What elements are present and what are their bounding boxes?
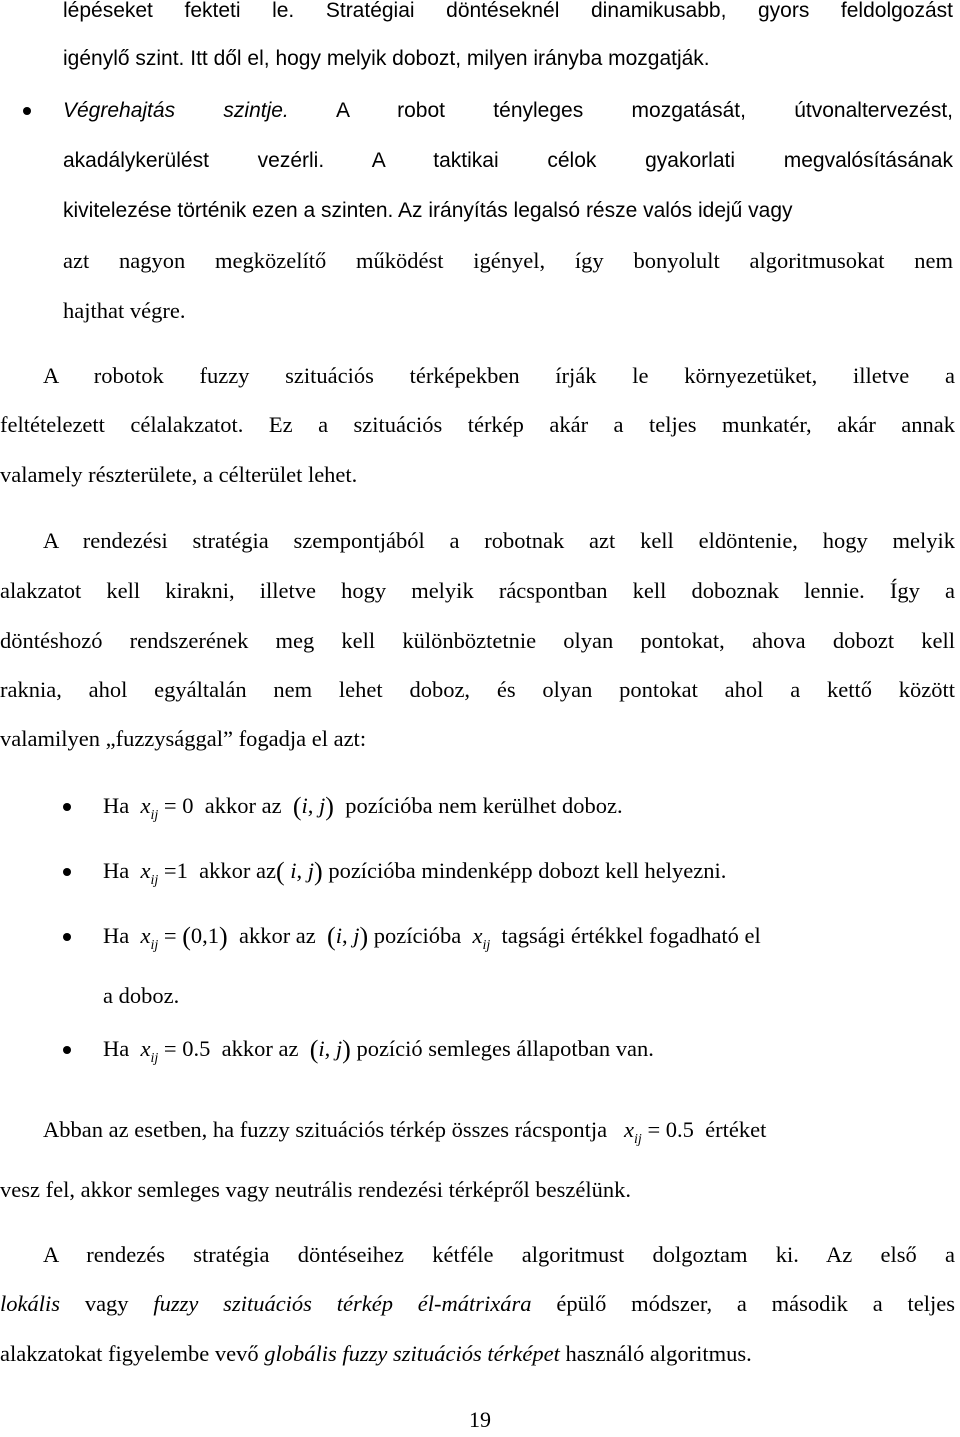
math-paren: ) bbox=[325, 792, 334, 821]
text-span: pozíció semleges állapotban van. bbox=[356, 1036, 654, 1061]
text-line: vesz fel, akkor semleges vagy neutrális rendezési térképről beszélünk. bbox=[0, 1177, 631, 1202]
math-paren: ) bbox=[314, 857, 323, 886]
text-span: A robot tényleges mozgatását, útvonaltervezést, bbox=[335, 99, 953, 122]
math-value: 1 bbox=[176, 858, 188, 883]
text-line: alakzatot kell kirakni, illetve hogy melyik rácspontban kell doboznak lennie. Így a bbox=[0, 578, 955, 603]
text-span: pozícióba nem kerülhet doboz. bbox=[345, 793, 623, 818]
bullet-icon bbox=[23, 107, 31, 115]
text-span: Ha bbox=[103, 1036, 130, 1061]
text-line: A robotok fuzzy szituációs térképekben írják le környezetüket, illetve a bbox=[43, 363, 955, 388]
text-line: azt nagyon megközelítő működést igényel, így bonyolult algoritmusokat nem bbox=[63, 248, 953, 273]
math-op: = bbox=[163, 793, 177, 818]
math-op: = bbox=[163, 858, 177, 883]
math-value: 0.5 bbox=[182, 1036, 211, 1061]
text-span: kivitelezése történik ezen a szinten. Az irányítás legalsó része valós idejű vagy bbox=[63, 199, 793, 222]
text-line: igénylő szint. Itt dől el, hogy melyik dobozt, milyen irányba mozgatják. bbox=[63, 47, 710, 70]
math-var: x bbox=[624, 1117, 635, 1142]
math-op: = bbox=[163, 923, 177, 948]
math-value: 0.5 bbox=[665, 1117, 694, 1142]
math-var: x bbox=[140, 858, 151, 883]
math-paren: ) bbox=[219, 922, 228, 951]
text-line: valamilyen „fuzzysággal” fogadja el azt: bbox=[0, 726, 367, 751]
math-op: , bbox=[324, 1036, 331, 1061]
execution-level-title: Végrehajtás szintje. bbox=[63, 99, 289, 122]
math-op: = bbox=[163, 1036, 177, 1061]
math-var: i bbox=[318, 1036, 325, 1061]
math-sub: ij bbox=[482, 938, 491, 953]
math-var: j bbox=[319, 793, 326, 818]
page-number: 19 bbox=[469, 1407, 491, 1432]
text-span: használó algoritmus. bbox=[565, 1341, 752, 1366]
math-sub: ij bbox=[150, 808, 159, 823]
text-line bbox=[63, 96, 953, 126]
math-op: , bbox=[341, 923, 348, 948]
math-op: , bbox=[307, 793, 314, 818]
math-var: j bbox=[307, 858, 315, 883]
math-paren: ( bbox=[292, 792, 302, 821]
text-line: A rendezési stratégia szempontjából a robotnak azt kell eldöntenie, hogy melyik bbox=[43, 528, 955, 553]
math-var: x bbox=[140, 923, 151, 948]
rule-line bbox=[103, 921, 953, 951]
text-span: akkor az bbox=[204, 793, 282, 818]
text-line: döntéshozó rendszerének meg kell különböztetnie olyan pontokat, ahova dobozt kell bbox=[0, 628, 955, 653]
math-var: j bbox=[353, 923, 360, 948]
math-sub: ij bbox=[150, 1051, 159, 1066]
math-paren: ( bbox=[275, 857, 285, 886]
text-span: pozícióba mindenképp dobozt kell helyezni. bbox=[328, 858, 727, 883]
math-var: i bbox=[335, 923, 342, 948]
text-span: pozícióba bbox=[373, 923, 462, 948]
text-line bbox=[0, 1289, 955, 1319]
text-line: akadálykerülést vezérli. A taktikai célok gyakorlati megvalósításának bbox=[63, 149, 953, 172]
italic-term: globális fuzzy szituációs térképet bbox=[264, 1341, 560, 1366]
text-span: tagsági értékkel fogadható el bbox=[501, 923, 761, 948]
math-sub: ij bbox=[634, 1132, 642, 1147]
math-sub: ij bbox=[150, 938, 159, 953]
text-span: Ha bbox=[103, 793, 130, 818]
math-var: x bbox=[140, 1036, 151, 1061]
math-var: x bbox=[140, 793, 151, 818]
text-span: akkor az bbox=[199, 858, 276, 883]
math-paren: ( bbox=[327, 922, 336, 951]
text-line: hajthat végre. bbox=[63, 298, 186, 323]
text-line: a doboz. bbox=[103, 983, 180, 1008]
text-span: értéket bbox=[705, 1117, 767, 1142]
text-span: Ha bbox=[103, 858, 130, 883]
text-line: A rendezés stratégia döntéseihez kétféle algoritmust dolgoztam ki. Az első a bbox=[43, 1242, 955, 1267]
text-line: lépéseket fekteti le. Stratégiai döntéseknél dinamikusabb, gyors feldolgozást bbox=[63, 0, 953, 22]
text-span: Ha bbox=[103, 923, 130, 948]
italic-term: fuzzy szituációs térkép él-mátrixára bbox=[153, 1291, 532, 1316]
math-value: 0 bbox=[182, 793, 194, 818]
bullet-icon bbox=[63, 933, 71, 941]
text-span: vagy bbox=[84, 1291, 129, 1316]
math-paren: ) bbox=[342, 1035, 351, 1064]
text-line bbox=[43, 1115, 766, 1145]
bullet-icon bbox=[63, 803, 71, 811]
text-span: Abban az esetben, ha fuzzy szituációs térkép összes rácspontja bbox=[43, 1117, 608, 1142]
math-var: i bbox=[290, 858, 297, 883]
math-var: i bbox=[301, 793, 308, 818]
text-line bbox=[0, 1339, 752, 1369]
math-paren: ) bbox=[359, 922, 369, 951]
bullet-icon bbox=[63, 1046, 71, 1054]
text-span: alakzatokat figyelembe vevő bbox=[0, 1341, 259, 1366]
rule-line bbox=[103, 791, 623, 821]
text-line bbox=[63, 196, 793, 226]
text-span: akkor az bbox=[221, 1036, 299, 1061]
math-op: = bbox=[647, 1117, 661, 1142]
math-var: j bbox=[335, 1036, 343, 1061]
rule-line bbox=[103, 1034, 654, 1064]
italic-term: lokális bbox=[0, 1291, 60, 1316]
math-paren: ( bbox=[309, 1035, 319, 1064]
math-var: x bbox=[472, 923, 483, 948]
bullet-icon bbox=[63, 868, 71, 876]
text-span: épülő módszer, a második a teljes bbox=[556, 1291, 956, 1316]
math-paren: ( bbox=[182, 922, 191, 951]
rule-line bbox=[103, 856, 726, 886]
text-line: feltételezett célalakzatot. Ez a szituációs térkép akár a teljes munkatér, akár annak bbox=[0, 412, 955, 437]
text-line: raknia, ahol egyáltalán nem lehet doboz, és olyan pontokat ahol a kettő között bbox=[0, 677, 955, 702]
text-span: akkor az bbox=[238, 923, 316, 948]
math-op: , bbox=[296, 858, 303, 883]
math-sub: ij bbox=[150, 873, 159, 888]
math-value: 0,1 bbox=[190, 923, 220, 948]
text-line: valamely részterülete, a célterület lehet. bbox=[0, 462, 358, 487]
